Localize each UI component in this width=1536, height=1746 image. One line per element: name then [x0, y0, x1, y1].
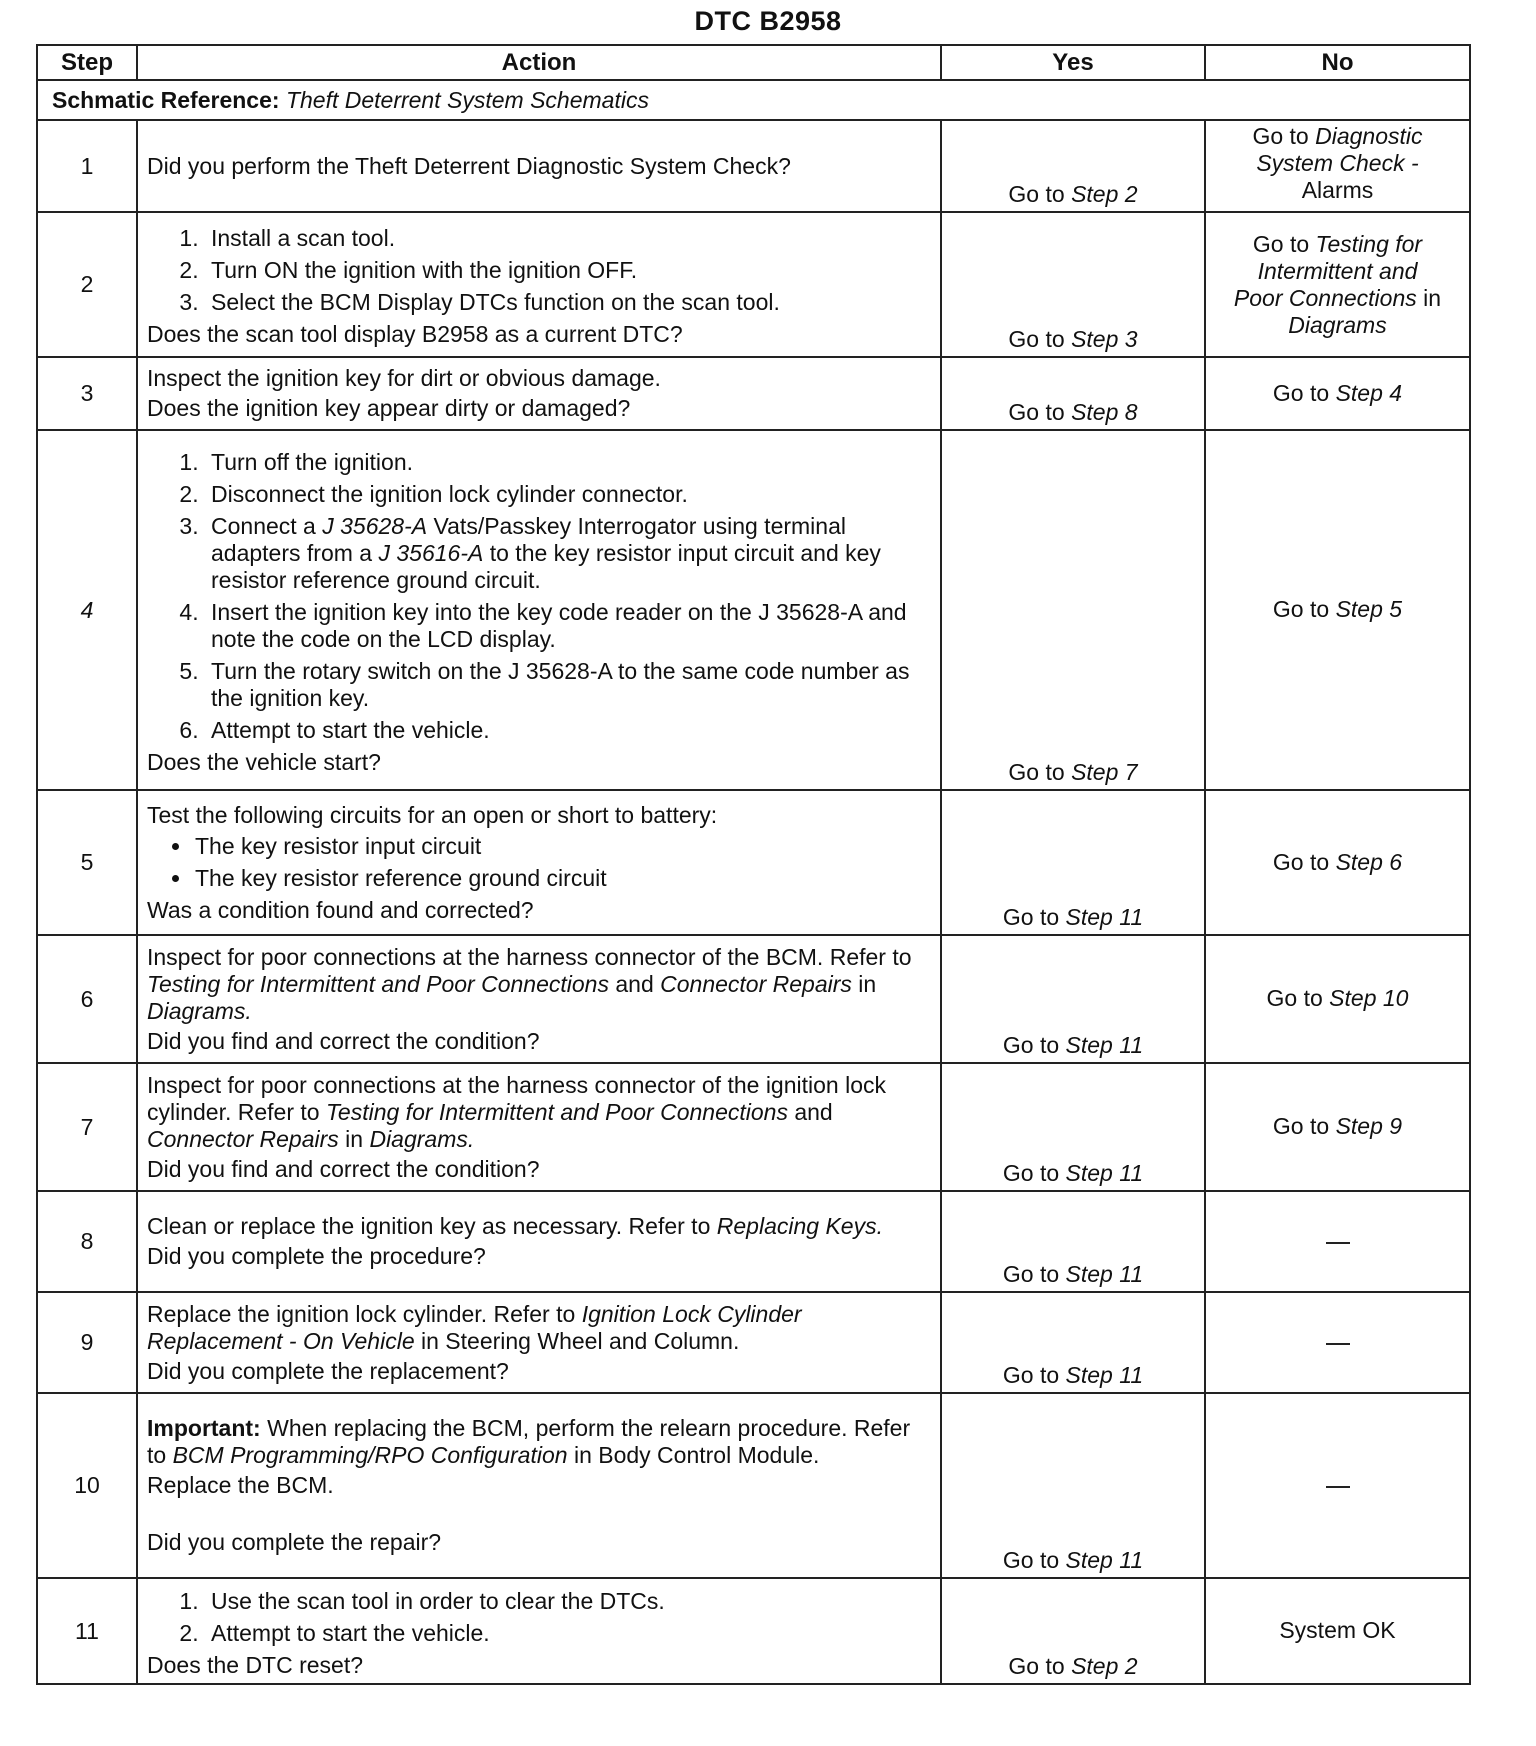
dash — [1326, 1486, 1350, 1488]
no-ref: Poor Connections — [1233, 284, 1417, 311]
schematic-ref: Theft Deterrent System Schematics — [285, 86, 649, 113]
step-number: 8 — [37, 1191, 137, 1292]
yes-cell — [941, 1393, 1205, 1578]
dtc-table — [36, 44, 1471, 1685]
yes-step-ref: Step 8 — [1071, 399, 1138, 425]
yes-step-ref: Step 3 — [1071, 326, 1138, 352]
step-text: Test the following circuits for an open or short to battery: — [147, 801, 718, 828]
item-text: to the key resistor input circuit and key resistor reference ground circuit. — [211, 539, 881, 593]
doc-ref: Testing for Intermittent and Poor Connections — [325, 1098, 788, 1125]
list-item: 2. Turn ON the ignition with the ignition OFF. — [205, 257, 931, 284]
bullet-list — [147, 833, 931, 892]
doc-ref: Connector Repairs — [660, 970, 852, 997]
go-to-text: Go to — [1002, 1032, 1060, 1058]
go-to-text: Go to — [1002, 1261, 1060, 1287]
text-run: in Steering Wheel and Column. — [421, 1327, 740, 1354]
list-item: 1. Use the scan tool in order to clear the DTCs. — [205, 1588, 931, 1615]
yes-cell — [941, 935, 1205, 1063]
list-item: • The key resistor reference ground circuit — [193, 865, 931, 892]
go-to-text: Go to — [1002, 1160, 1060, 1186]
step-number: 10 — [37, 1393, 137, 1578]
go-to-text: Go to — [1008, 1653, 1065, 1679]
step-number: 11 — [37, 1578, 137, 1684]
no-cell — [1205, 1578, 1470, 1684]
yes-cell — [941, 790, 1205, 935]
yes-step-ref: Step 2 — [1071, 181, 1138, 207]
text-run: When replacing the BCM, perform the relearn procedure. Refer to — [147, 1415, 911, 1468]
doc-ref: Connector Repairs — [147, 1125, 339, 1152]
step-number: 2 — [37, 212, 137, 357]
yes-step-ref: Step 2 — [1071, 1653, 1138, 1679]
text-run: in Body Control Module. — [573, 1442, 820, 1468]
list-item: 3. Select the BCM Display DTCs function on the scan tool. — [205, 289, 931, 316]
doc-ref: Testing for Intermittent and Poor Connections — [147, 970, 609, 997]
step-number: 7 — [37, 1063, 137, 1191]
step-question: Does the vehicle start? — [147, 748, 381, 775]
doc-ref: Diagrams. — [369, 1125, 475, 1152]
item-text: Vats/Passkey Interrogator using terminal adapters from a — [211, 512, 846, 566]
doc-ref: Replacing Keys. — [716, 1213, 883, 1239]
no-cell — [1205, 212, 1470, 357]
step-question: Did you find and correct the condition? — [147, 1155, 540, 1182]
step-action — [137, 212, 941, 357]
go-to-text: Go to — [1272, 379, 1330, 406]
table-row — [37, 1292, 1470, 1393]
table-row — [37, 1578, 1470, 1684]
no-text: System OK — [1279, 1617, 1396, 1643]
no-cell — [1205, 1063, 1470, 1191]
header-yes: Yes — [941, 45, 1205, 80]
yes-cell — [941, 120, 1205, 212]
step-text — [147, 1072, 931, 1153]
no-cell — [1205, 935, 1470, 1063]
table-row — [37, 212, 1470, 357]
table-row — [37, 790, 1470, 935]
go-to-text: Go to — [1008, 399, 1065, 425]
list-item: 6. Attempt to start the vehicle. — [205, 717, 931, 744]
text-run: and — [615, 970, 654, 997]
step-number: 6 — [37, 935, 137, 1063]
step-action — [137, 1393, 941, 1578]
yes-step-ref: Step 11 — [1065, 1160, 1144, 1186]
go-to-text: Go to — [1252, 123, 1309, 149]
yes-cell — [941, 1191, 1205, 1292]
no-step-ref: Step 5 — [1335, 596, 1403, 622]
step-text — [147, 1415, 931, 1469]
step-action — [137, 120, 941, 212]
text-run: in — [345, 1125, 364, 1152]
table-row — [37, 1063, 1470, 1191]
go-to-text: Go to — [1002, 904, 1060, 930]
no-cell — [1205, 790, 1470, 935]
tool-ref: J 35616-A — [378, 539, 484, 566]
go-to-text: Go to — [1008, 759, 1065, 785]
list-item — [205, 513, 931, 594]
step-list — [147, 225, 931, 316]
yes-cell — [941, 430, 1205, 790]
step-question: Does the ignition key appear dirty or damaged? — [147, 395, 631, 421]
text-run: Clean or replace the ignition key as necessary. Refer to — [147, 1213, 711, 1239]
step-question: Did you find and correct the condition? — [147, 1027, 540, 1054]
doc-ref: BCM Programming/RPO Configuration — [172, 1442, 568, 1468]
no-ref: Diagrams — [1288, 311, 1387, 338]
step-text — [147, 1213, 931, 1240]
header-step: Step — [37, 45, 137, 80]
step-question: Was a condition found and corrected? — [147, 896, 534, 923]
text-run: in — [858, 970, 877, 997]
header-action: Action — [137, 45, 941, 80]
no-cell — [1205, 120, 1470, 212]
dash — [1326, 1242, 1350, 1244]
yes-cell — [941, 1292, 1205, 1393]
schematic-row — [37, 80, 1470, 120]
in-text: in — [1423, 284, 1442, 311]
yes-cell — [941, 212, 1205, 357]
step-question: Did you complete the replacement? — [147, 1357, 509, 1384]
step-question: Did you perform the Theft Deterrent Diagnostic System Check? — [147, 152, 791, 179]
step-action — [137, 1292, 941, 1393]
step-text: Inspect the ignition key for dirt or obvious damage. — [147, 365, 661, 391]
step-action — [137, 1191, 941, 1292]
doc-ref: Ignition Lock Cylinder Replacement - On Vehicle — [147, 1300, 802, 1354]
doc-ref: Diagrams. — [147, 997, 252, 1024]
step-list — [147, 1588, 931, 1647]
go-to-text: Go to — [1008, 181, 1065, 207]
step-question: Does the scan tool display B2958 as a current DTC? — [147, 321, 683, 347]
step-number: 4 — [37, 430, 137, 790]
go-to-text: Go to — [1266, 985, 1323, 1011]
yes-cell — [941, 1578, 1205, 1684]
step-text: Replace the BCM. — [147, 1472, 334, 1498]
text-run: Inspect for poor connections at the harness connector of the BCM. Refer to — [147, 943, 912, 970]
list-item: 4. Insert the ignition key into the key code reader on the J 35628-A and note the code on the LCD display. — [205, 599, 931, 653]
table-row — [37, 120, 1470, 212]
important-label: Important: — [147, 1415, 261, 1441]
list-item: 5. Turn the rotary switch on the J 35628-A to the same code number as the ignition key. — [205, 658, 931, 712]
step-action — [137, 790, 941, 935]
step-text — [147, 1301, 931, 1355]
go-to-text: Go to — [1002, 1362, 1060, 1388]
no-ref: Intermittent and — [1257, 257, 1418, 284]
no-step-ref: Step 10 — [1329, 985, 1409, 1011]
no-cell — [1205, 1292, 1470, 1393]
step-number: 9 — [37, 1292, 137, 1393]
yes-step-ref: Step 7 — [1071, 759, 1138, 785]
step-action — [137, 357, 941, 430]
step-list — [147, 449, 931, 744]
list-item: 2. Disconnect the ignition lock cylinder connector. — [205, 481, 931, 508]
no-ref: System Check - — [1256, 150, 1419, 176]
no-cell — [1205, 430, 1470, 790]
text-run: and — [794, 1098, 833, 1125]
no-ref: Diagnostic — [1315, 123, 1423, 149]
list-item: 2. Attempt to start the vehicle. — [205, 1620, 931, 1647]
page-title: DTC B2958 — [694, 6, 842, 36]
go-to-text: Go to — [1008, 326, 1065, 352]
yes-step-ref: Step 11 — [1065, 1547, 1144, 1573]
step-action — [137, 935, 941, 1063]
step-action — [137, 430, 941, 790]
yes-step-ref: Step 11 — [1065, 1362, 1144, 1388]
no-ref: Testing for — [1315, 230, 1423, 257]
go-to-text: Go to — [1272, 848, 1330, 875]
step-number: 1 — [37, 120, 137, 212]
table-header-row — [37, 45, 1470, 80]
tool-ref: J 35628-A — [322, 512, 428, 539]
step-number: 5 — [37, 790, 137, 935]
table-row — [37, 430, 1470, 790]
no-cell — [1205, 357, 1470, 430]
go-to-text: Go to — [1002, 1547, 1060, 1573]
text-run: Replace the ignition lock cylinder. Refer to — [147, 1300, 576, 1327]
step-action — [137, 1578, 941, 1684]
step-number: 3 — [37, 357, 137, 430]
table-row — [37, 935, 1470, 1063]
yes-cell — [941, 1063, 1205, 1191]
dash — [1326, 1343, 1350, 1345]
step-question: Does the DTC reset? — [147, 1651, 364, 1678]
schematic-label: Schmatic Reference: — [52, 86, 280, 113]
text-run: Inspect for poor connections at the harness connector of the ignition lock cylinder. Refer to — [147, 1071, 886, 1125]
go-to-text: Go to — [1272, 596, 1330, 622]
yes-step-ref: Step 11 — [1065, 1032, 1144, 1058]
no-step-ref: Step 9 — [1335, 1113, 1403, 1139]
item-text: Connect a — [211, 512, 316, 539]
list-item: • The key resistor input circuit — [193, 833, 931, 860]
yes-cell — [941, 357, 1205, 430]
list-item: 1. Install a scan tool. — [205, 225, 931, 252]
step-question: Did you complete the repair? — [147, 1529, 442, 1555]
header-no: No — [1205, 45, 1470, 80]
table-row — [37, 1191, 1470, 1292]
no-cell — [1205, 1191, 1470, 1292]
table-row — [37, 357, 1470, 430]
yes-step-ref: Step 11 — [1065, 1261, 1144, 1287]
no-cell — [1205, 1393, 1470, 1578]
no-text: Alarms — [1301, 177, 1374, 203]
go-to-text: Go to — [1272, 1113, 1330, 1139]
no-step-ref: Step 4 — [1335, 379, 1403, 406]
yes-step-ref: Step 11 — [1065, 904, 1144, 930]
step-question: Did you complete the procedure? — [147, 1243, 486, 1269]
schematic-reference — [37, 80, 1470, 120]
no-step-ref: Step 6 — [1335, 848, 1403, 875]
list-item: 1. Turn off the ignition. — [205, 449, 931, 476]
table-row — [37, 1393, 1470, 1578]
step-action — [137, 1063, 941, 1191]
go-to-text: Go to — [1252, 230, 1310, 257]
step-text — [147, 944, 931, 1025]
